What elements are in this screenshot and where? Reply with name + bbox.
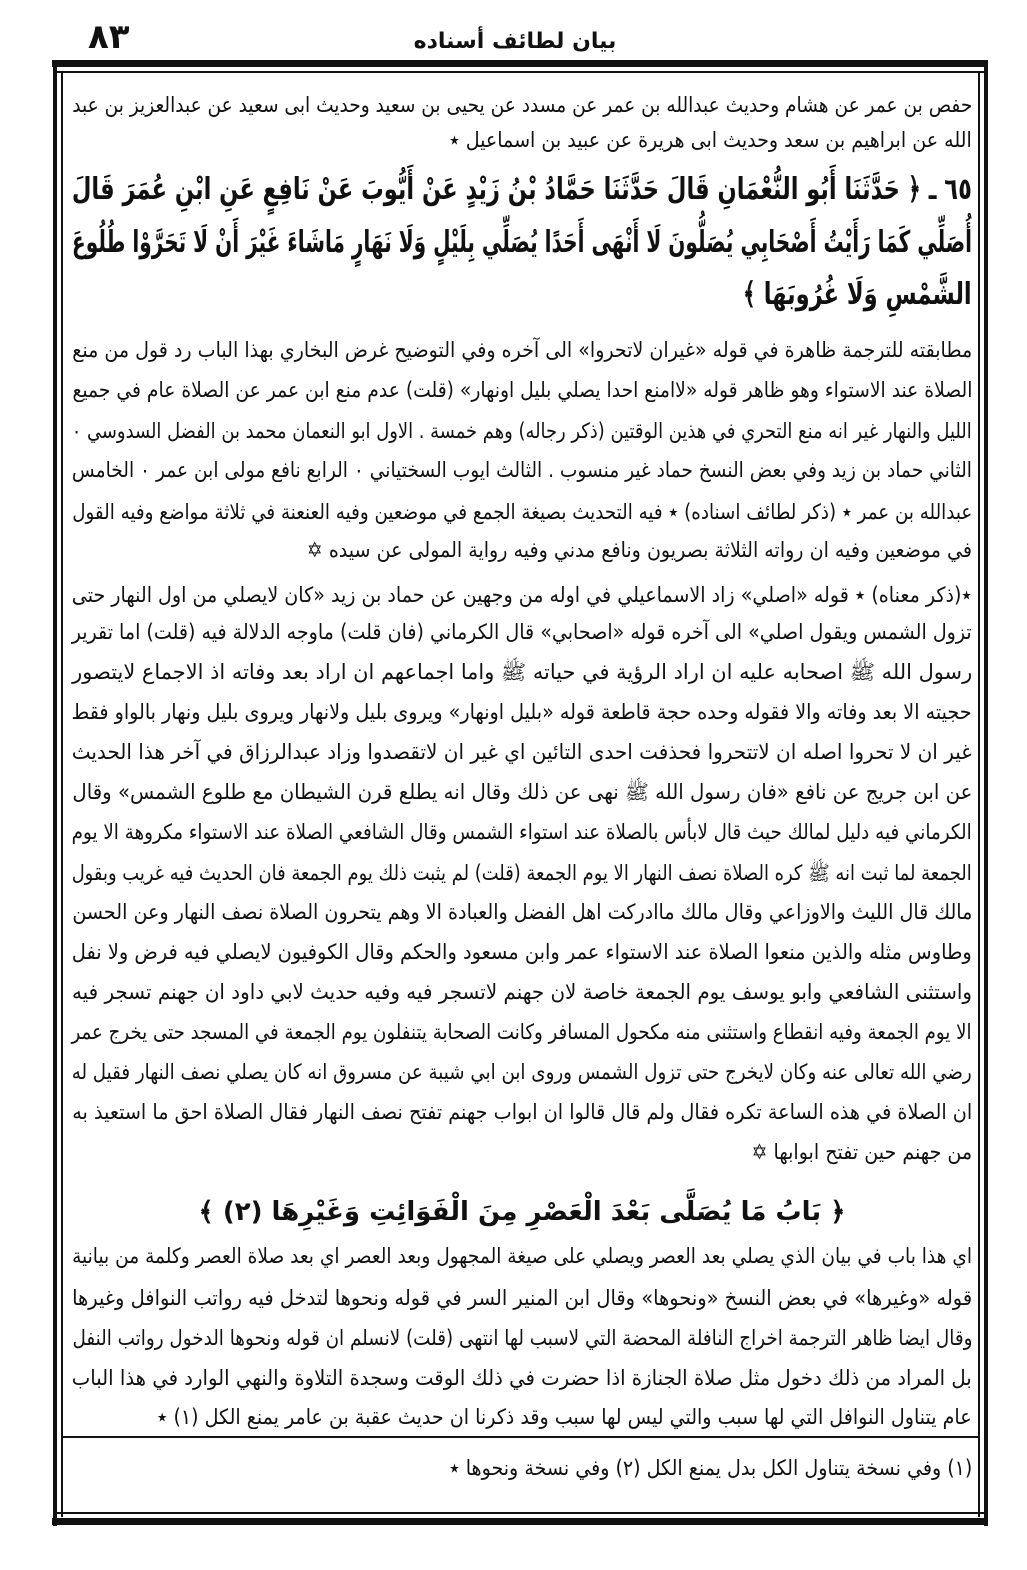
line-text: تزول الشمس ويقول اصلي» الى آخره قوله «اصحابي» قال الكرماني (فان قلت) ماوجه الدلالة فيه (قلت) اما تقرير xyxy=(72,620,972,644)
body-line xyxy=(72,932,972,972)
body-line xyxy=(72,812,972,852)
frame-top-thick-rule xyxy=(52,60,988,67)
body-line xyxy=(72,370,972,410)
body-line xyxy=(72,972,972,1012)
hadith-text: ٦٥ ـ ﴿ حَدَّثَنَا أَبُو النُّعْمَانِ قَالَ حَدَّثَنَا حَمَّادُ بْنُ زَيْدٍ عَنْ أَيُّوبَ عَنْ نَافِعٍ عَنِ ابْنِ عُمَرَ قَالَ xyxy=(72,172,972,207)
footnote xyxy=(72,1448,972,1488)
line-text: مطابقته للترجمة ظاهرة في قوله «غيران لاتحروا» الى آخره وفي التوضيح غرض البخاري بهذا الباب رد قول من منع xyxy=(72,338,972,362)
line-text: حفص بن عمر عن هشام وحديث عبدالله بن عمر عن مسدد عن يحيى بن سعيد وحديث ابى سعيد عن عبدالعزيز بن عبد xyxy=(72,93,972,117)
line-text: ان الصلاة في هذه الساعة تكره فقال ولم قال قالوا ان ابواب جهنم تفتح نصف النهار فقال الصلاة احق ما استعيذ به xyxy=(72,1100,972,1124)
line-text: الثاني حماد بن زيد وفي بعض النسخ حماد غير منسوب . الثالث ايوب السختياني ٠ الرابع نافع مولى ابن عمر ٠ الخامس xyxy=(72,458,972,482)
body-line xyxy=(72,330,972,370)
body-line xyxy=(72,853,972,893)
chapter-heading xyxy=(72,1188,972,1236)
hadith-line xyxy=(72,164,972,216)
body-line xyxy=(72,1397,972,1437)
frame-bottom-thin-rule xyxy=(56,1512,984,1514)
line-text: رضي الله تعالى عنه وكان لايخرج حتى تزول الشمس وروى ابن ابي شيبة عن مسروق انه كان يصلي نصف النهار فقيل له xyxy=(72,1060,972,1084)
page-number: ٨٣ xyxy=(88,17,130,57)
hadith-text: الشَّمْسِ وَلَا غُرُوبَهَا ﴾ xyxy=(743,277,972,312)
body-line xyxy=(72,1358,972,1398)
body-line xyxy=(72,411,972,451)
frame-top-thin-rule xyxy=(56,71,984,73)
hadith-line xyxy=(72,217,972,269)
line-text: غير ان لا تحروا اصله ان لاتتحروا فحذفت احدى التائين اي غير ان لاتقصدوا وزاد عبدالرزاق في آخر هذا الحديث xyxy=(72,740,972,764)
line-text: واستثنى الشافعي وابو يوسف يوم الجمعة خاصة لان جهنم لاتسجر فيه وفيه حديث لابي داود ان جهنم تسجر فيه xyxy=(72,980,972,1004)
body-line xyxy=(72,612,972,652)
line-text: الله عن ابراهيم بن سعد وحديث ابى هريرة عن عبيد بن اسماعيل ٭ xyxy=(449,128,972,152)
chapter-heading-text: ﴿ بَابُ مَا يُصَلَّى بَعْدَ الْعَصْرِ مِنَ الْفَوَائِتِ وَغَيْرِهَا (٢) ﴾ xyxy=(198,1197,846,1227)
line-text: في موضعين وفيه ان رواته الثلاثة بصريون ونافع مدني وفيه رواية المولى عن سيده ✡ xyxy=(306,538,972,562)
line-text: عبدالله بن عمر ٭ (ذكر لطائف اسناده) ٭ فيه التحديث بصيغة الجمع في موضعين وفيه العنعنة في ثلاثة مواضع وفيه القول xyxy=(72,500,972,524)
body-line xyxy=(72,1052,972,1092)
body-line xyxy=(72,1092,972,1132)
body-line xyxy=(72,1278,972,1318)
frame-right-thick-rule xyxy=(984,60,988,1526)
body-line xyxy=(72,772,972,812)
body-line xyxy=(72,575,972,615)
frame-bottom-thick-rule xyxy=(52,1518,988,1525)
body-line xyxy=(72,692,972,732)
line-text: الليل والنهار غير انه منع التحري في هذين الوقتين (ذكر رجاله) وهم خمسة . الاول ابو النعمان محمد بن الفضل السدوسي ٠ xyxy=(72,419,972,443)
body-line xyxy=(72,892,972,932)
line-text: الصلاة عند الاستواء وهو ظاهر قوله «لاامنع احدا يصلي بليل اونهار» (قلت) عدم منع ابن عمر عن الصلاة عام في جميع xyxy=(72,378,972,402)
line-text: عام يتناول النوافل التي لها سبب والتي ليس لها سبب وقد ذكرنا ان حديث عقبة بن عامر يمنع الكل (١) ٭ xyxy=(157,1405,973,1429)
footnote-text: (١) وفي نسخة يتناول الكل بدل يمنع الكل (٢) وفي نسخة ونحوها ٭ xyxy=(448,1456,972,1480)
body-line xyxy=(72,1132,972,1172)
line-text: مالك قال الليث والاوزاعي وقال مالك ماادركت اهل الفضل والعبادة الا وهم يتحرون الصلاة نصف النهار وعن الحسن xyxy=(72,900,972,924)
body-line xyxy=(72,530,972,570)
body-line xyxy=(72,450,972,490)
line-text: وطاوس مثله والذين منعوا الصلاة عند الاستواء عمر وابن مسعود والحكم وقال الكوفيون لايصلي فيه فرض ولا نفل xyxy=(72,940,972,964)
hadith-line xyxy=(72,269,972,321)
body-line xyxy=(72,1012,972,1052)
line-text: ٭(ذكر معناه) ٭ قوله «اصلي» زاد الاسماعيلي في اوله من وجهين عن حماد بن زيد «كان لايصلي من اول النهار حتى xyxy=(72,583,972,607)
hadith-text: أُصَلِّي كَمَا رَأَيْتُ أَصْحَابِي يُصَلُّونَ لَا أَنْهَى أَحَدًا يُصَلِّي بِلَيْلٍ وَلَا نَهَارٍ مَاشَاءَ غَيْرَ أَنْ لَا تَحَرَّوْا طُلُوعَ xyxy=(72,225,972,260)
body-line xyxy=(72,85,972,125)
body-line xyxy=(72,120,972,160)
line-text: بل المراد من ذلك دخول مثل صلاة الجنازة اذا حضرت في ذلك الوقت وسجدة التلاوة والنهي الوارد في هذا الباب xyxy=(72,1366,972,1390)
running-title: بيان لطائف أسناده xyxy=(413,29,617,54)
line-text: من جهنم حين تفتح ابوابها ✡ xyxy=(751,1140,972,1164)
line-text: اي هذا باب في بيان الذي يصلي بعد العصر ويصلي على صيغة المجهول وبعد العصر اي بعد صلاة العصر وكلمة من بيانية xyxy=(72,1244,972,1268)
frame-right-thin-rule xyxy=(978,71,980,1517)
line-text: رسول الله ﷺ اصحابه عليه ان اراد الرؤية في حياته ﷺ واما اجماعهم ان اراد بعد وفاته اذ الاجماع لايتصور xyxy=(72,660,972,684)
line-text: الا يوم الجمعة وفيه انقطاع واستثنى منه مكحول المسافر وكانت الصحابة يتنفلون يوم الجمعة في المسجد حتى يخرج عمر xyxy=(72,1020,972,1044)
body-line xyxy=(72,1318,972,1358)
body-line xyxy=(72,732,972,772)
body-line xyxy=(72,1236,972,1276)
body-line xyxy=(72,492,972,532)
line-text: حجيته الا بعد وفاته والا فقوله وحده حجة قاطعة قوله «بليل اونهار» ويروى بليل ولانهار ويروى بليل ونهار بالواو فقط xyxy=(72,700,972,724)
line-text: قوله «وغيرها» في بعض النسخ «ونحوها» وقال ابن المنير السر في قوله ونحوها لتدخل فيه رواتب النوافل وغيرها xyxy=(72,1286,972,1310)
line-text: الجمعة لما ثبت انه ﷺ كره الصلاة نصف النهار الا يوم الجمعة (قلت) لم يثبت ذلك يوم الجمعة فان الحديث فيه غريب وبقول xyxy=(72,861,972,885)
line-text: الكرماني فيه دليل لمالك حيث قال لابأس بالصلاة عند استواء الشمس وقال الشافعي الصلاة عند الاستواء مكروهة الا يوم xyxy=(72,820,972,844)
line-text: عن ابن جريج عن نافع «فان رسول الله ﷺ نهى عن ذلك وقال انه يطلع قرن الشيطان مع طلوع الشمس» وقال xyxy=(72,780,972,804)
line-text: وقال ايضا ظاهر الترجمة اخراج النافلة المحضة التي لاسبب لها انتهى (قلت) لانسلم ان قوله ونحوها الدخول رواتب النفل xyxy=(72,1326,972,1350)
body-line xyxy=(72,652,972,692)
